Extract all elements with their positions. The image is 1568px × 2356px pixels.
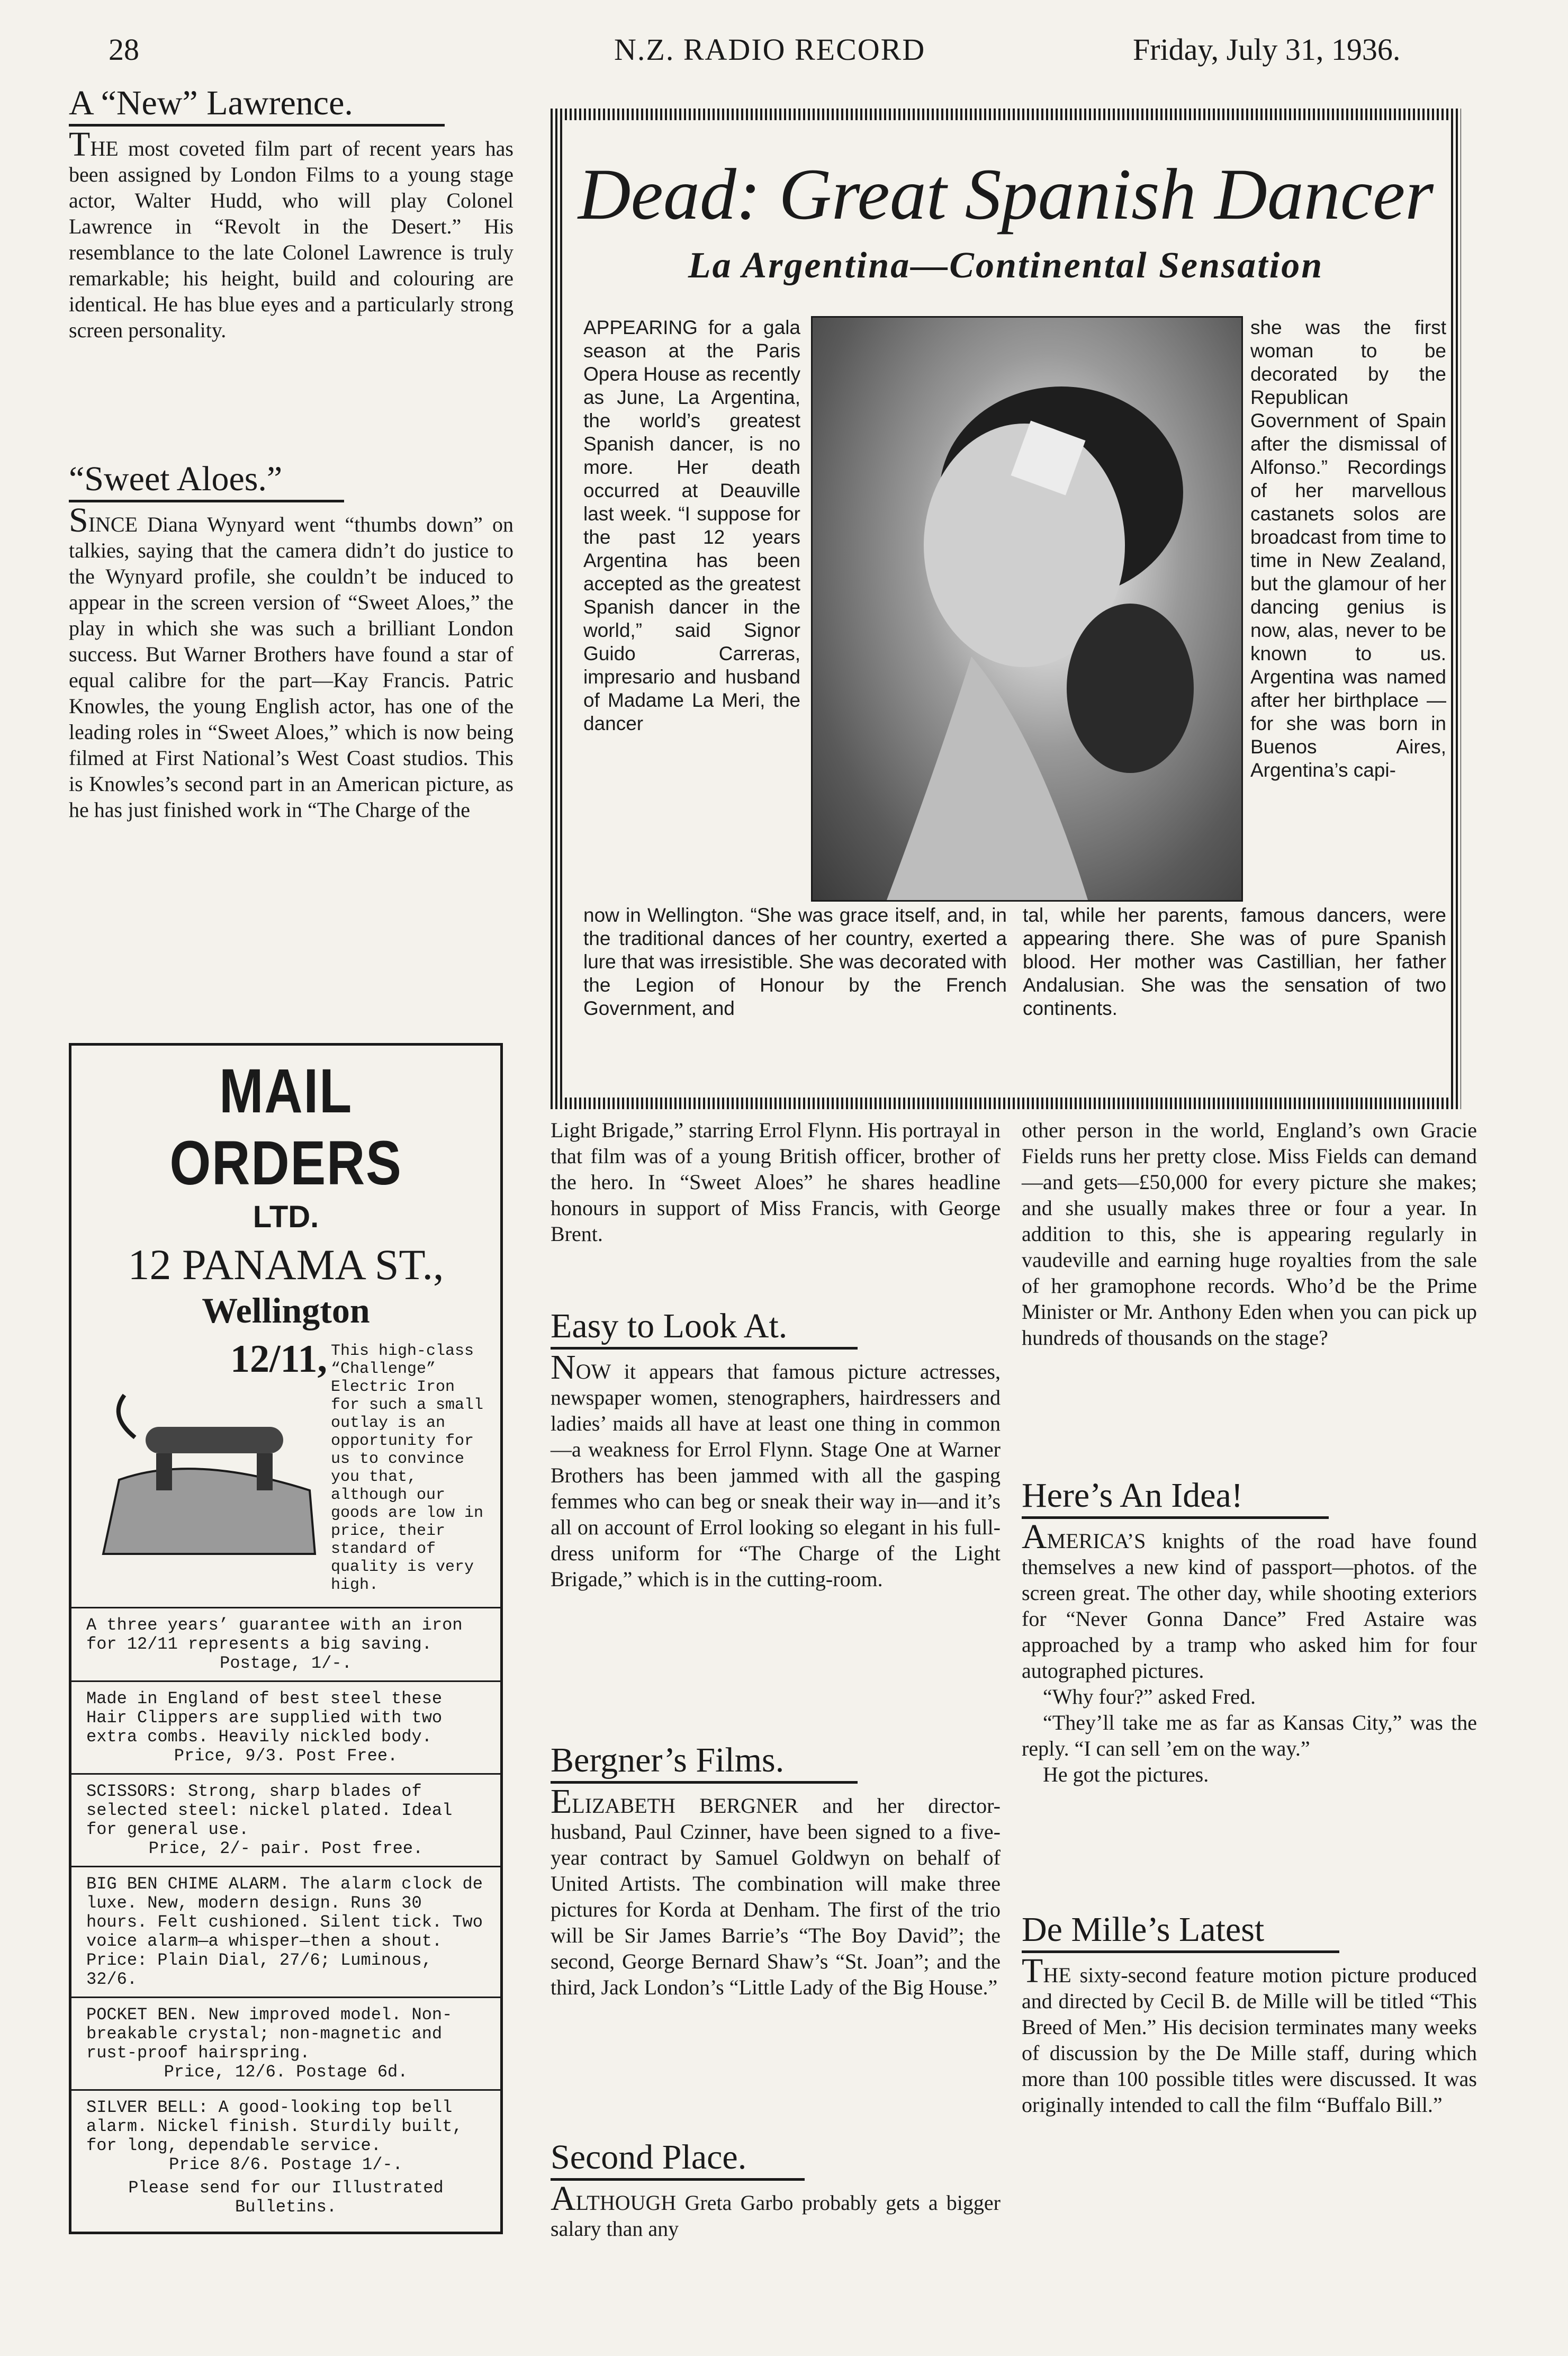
article-second-place	[551, 2139, 1001, 2242]
dancer-photo	[811, 316, 1243, 902]
bigben-price: Price: Plain Dial, 27/6; Luminous, 32/6.	[86, 1950, 432, 1989]
article-body: ELIZABETH BERGNER and her director-husband, Paul Czinner, have been signed to a five-year contract by Samuel Goldwyn on behalf of United Artists. The combination will make three pictures for Korda at Denham. The first of the trio will be Sir James Barrie’s “The Boy David”; the second, George Bernard Shaw’s “St. Joan”; and the third, Jack London’s “Little Lady of the Big House.”	[551, 1782, 1001, 1999]
feature-left-text: APPEARING for a gala season at the Paris Opera House as recently as June, La Argentina, the world’s greatest Spanish dancer, is no more. Her death occurred at Deauville last week. “I suppose for the past 12 years Argentina has been accepted as the greatest Spanish dancer in the world,” said Signor Guido Carreras, impresario and husband of Madame La Meri, the dancer	[583, 317, 800, 734]
ad-title: MAIL ORDERS	[169, 1056, 402, 1198]
feature-bottom-right: tal, while her parents, famous dancers, were appearing there. She was of pure Spanish blood. Her mother was Castillian, her father Andalusian. She was the sensation of two continents.	[1023, 904, 1446, 1019]
article-quote: “They’ll take me as far as Kansas City,” was the reply. “I can sell ’em on the way.”	[1022, 1711, 1477, 1760]
article-quote: He got the pictures.	[1043, 1762, 1209, 1786]
electric-iron-icon	[87, 1374, 326, 1575]
article-body: SINCE Diana Wynyard went “thumbs down” on talkies, saying that the camera didn’t do justice to the Wynyard profile, she couldn’t be induced to appear in the screen version of “Sweet Aloes,” the play in which she was such a brilliant London success. But Warner Brothers have found a star of equal calibre for the part—Kay Francis. Patric Knowles, the young English actor, has one of the leading roles in “Sweet Aloes,” which is now being filmed at First National’s West Coast studios. This is Knowles’s second part in an American picture, as he has just finished work in “The Charge of the	[69, 501, 513, 822]
ad-city: Wellington	[202, 1290, 370, 1330]
silver-price: Price 8/6. Postage 1/-.	[169, 2155, 403, 2174]
article-body: NOW it appears that famous picture actresses, newspaper women, stenographers, hairdressers and ladies’ maids all have at least one thing in common—a weakness for Errol Flynn. Stage One at Warner Brothers has been jammed with all the gasping femmes who can beg or sneak their way in—and it’s all on account of Errol looking so elegant in his full-dress uniform for “The Charge of the Light Brigade,” which is in the cutting-room.	[551, 1348, 1001, 1591]
ad-silver-bell	[71, 2089, 500, 2224]
feature-subtitle: La Argentina—Continental Sensation	[688, 245, 1324, 286]
clippers-price: Price, 9/3. Post Free.	[174, 1746, 398, 1766]
iron-price: 12/11,	[230, 1337, 327, 1381]
ad-ltd: LTD.	[253, 1200, 319, 1234]
article-body: AMERICA’S knights of the road have found themselves a new kind of passport—photos. of the screen great. The other day, while shooting exteriors for “Never Gonna Dance” Fred Astaire was approached by a tramp who asked him for four autographed pictures.	[1022, 1517, 1477, 1683]
silver-text: SILVER BELL: A good-looking top bell alarm. Nickel finish. Sturdily built, for long, dependable service.	[86, 2098, 463, 2155]
article-body: THE most coveted film part of recent years has been assigned by London Films to a young stage actor, Walter Hudd, who will play Colonel Lawrence in “Revolt in the Desert.” His resemblance to the late Colonel Lawrence is truly remarkable; his height, build and colouring are identical. He has blue eyes and a particularly strong screen personality.	[69, 125, 513, 342]
article-title: Second Place.	[551, 2139, 805, 2181]
article-bergner	[551, 1742, 1001, 2000]
article-sweet-aloes	[69, 461, 513, 823]
article-easy	[551, 1308, 1001, 1592]
scissors-text: SCISSORS: Strong, sharp blades of selected steel: nickel plated. Ideal for general use.	[86, 1782, 453, 1839]
feature-right-text: she was the first woman to be decorated by the Republican Government of Spain after the dismissal of Alfonso.” Recordings of her marvellous castanets solos are broadcast from time to time in New Zealand, but the glamour of her dancing genius is now, alas, never to be known to us. Argentina was named after her birthplace — for she was born in Buenos Aires, Argentina’s capi-	[1250, 317, 1446, 781]
ad-guarantee	[71, 1607, 500, 1680]
feature-bottom-left: now in Wellington. “She was grace itself, and, in the traditional dances of her country, exerted a lure that was irresistible. She was decorated with the Legion of Honour by the French Government, and	[583, 904, 1007, 1019]
guarantee-text: A three years’ guarantee with an iron for 12/11 represents a big saving.	[86, 1615, 463, 1654]
guarantee-postage: Postage, 1/-.	[220, 1653, 352, 1673]
article-quote: “Why four?” asked Fred.	[1043, 1685, 1256, 1708]
article-title: De Mille’s Latest	[1022, 1911, 1339, 1953]
article-title: Here’s An Idea!	[1022, 1477, 1329, 1519]
article-title: A “New” Lawrence.	[69, 85, 445, 127]
ad-address: 12 PANAMA ST.,	[128, 1240, 444, 1289]
ad-clippers	[71, 1680, 500, 1773]
article-title: Bergner’s Films.	[551, 1742, 858, 1784]
ad-scissors	[71, 1773, 500, 1866]
publication-name: N.Z. RADIO RECORD	[614, 32, 926, 67]
mail-orders-ad	[69, 1043, 503, 2234]
article-body: ALTHOUGH Greta Garbo probably gets a bigger salary than any	[551, 2179, 1001, 2241]
pocket-text: POCKET BEN. New improved model. Non-breakable crystal; non-magnetic and rust-proof hairspring.	[86, 2005, 453, 2063]
article-title: Easy to Look At.	[551, 1308, 858, 1350]
article-idea	[1022, 1477, 1477, 1787]
scissors-price: Price, 2/- pair. Post free.	[148, 1839, 423, 1858]
feature-box	[551, 109, 1461, 1109]
ad-bigben	[71, 1866, 500, 1997]
feature-title: Dead: Great Spanish Dancer	[578, 154, 1434, 235]
pocket-price: Price, 12/6. Postage 6d.	[164, 2062, 408, 2082]
page-number: 28	[109, 32, 139, 67]
iron-description: This high-class “Challenge” Electric Iron for such a small outlay is an opportunity for us to convince you that, although our goods are low in price, their standard of quality is very high.	[331, 1342, 484, 1594]
issue-date: Friday, July 31, 1936.	[1133, 32, 1401, 67]
send-bulletins: Please send for our Illustrated Bulletins.	[128, 2178, 444, 2217]
article-demille	[1022, 1911, 1477, 2118]
bigben-text: BIG BEN CHIME ALARM. The alarm clock de luxe. New, modern design. Runs 30 hours. Felt cushioned. Silent tick. Two voice alarm—a whisper—then a shout.	[86, 1874, 483, 1951]
article-sweet-aloes-continued: Light Brigade,” starring Errol Flynn. His portrayal in that film was of a young British officer, brother of the hero. In “Sweet Aloes” he shares headline honours in support of Miss Francis, with George Brent.	[551, 1118, 1001, 1246]
article-body: THE sixty-second feature motion picture produced and directed by Cecil B. de Mille will be titled “This Breed of Men.” His decision terminates many weeks of discussion by the De Mille staff, during which more than 100 possible titles were discussed. It was originally intended to call the film “Buffalo Bill.”	[1022, 1952, 1477, 2117]
article-lawrence	[69, 85, 513, 343]
article-title: “Sweet Aloes.”	[69, 461, 344, 502]
article-second-place-continued: other person in the world, England’s own Gracie Fields runs her pretty close. Miss Fields can demand—and gets—£50,000 for every picture she makes; and she usually makes three or four a year. In addition to this, she is appearing regularly in vaudeville and earning huge royalties from the sale of her gramophone records. Who’d be the Prime Minister or Mr. Anthony Eden when you can pick up hundreds of thousands on the stage?	[1022, 1118, 1477, 1350]
ad-pocket-ben	[71, 1997, 500, 2089]
dancer-portrait-image	[813, 318, 1241, 900]
clippers-text: Made in England of best steel these Hair Clippers are supplied with two extra combs. Heavily nickled body.	[86, 1689, 443, 1747]
